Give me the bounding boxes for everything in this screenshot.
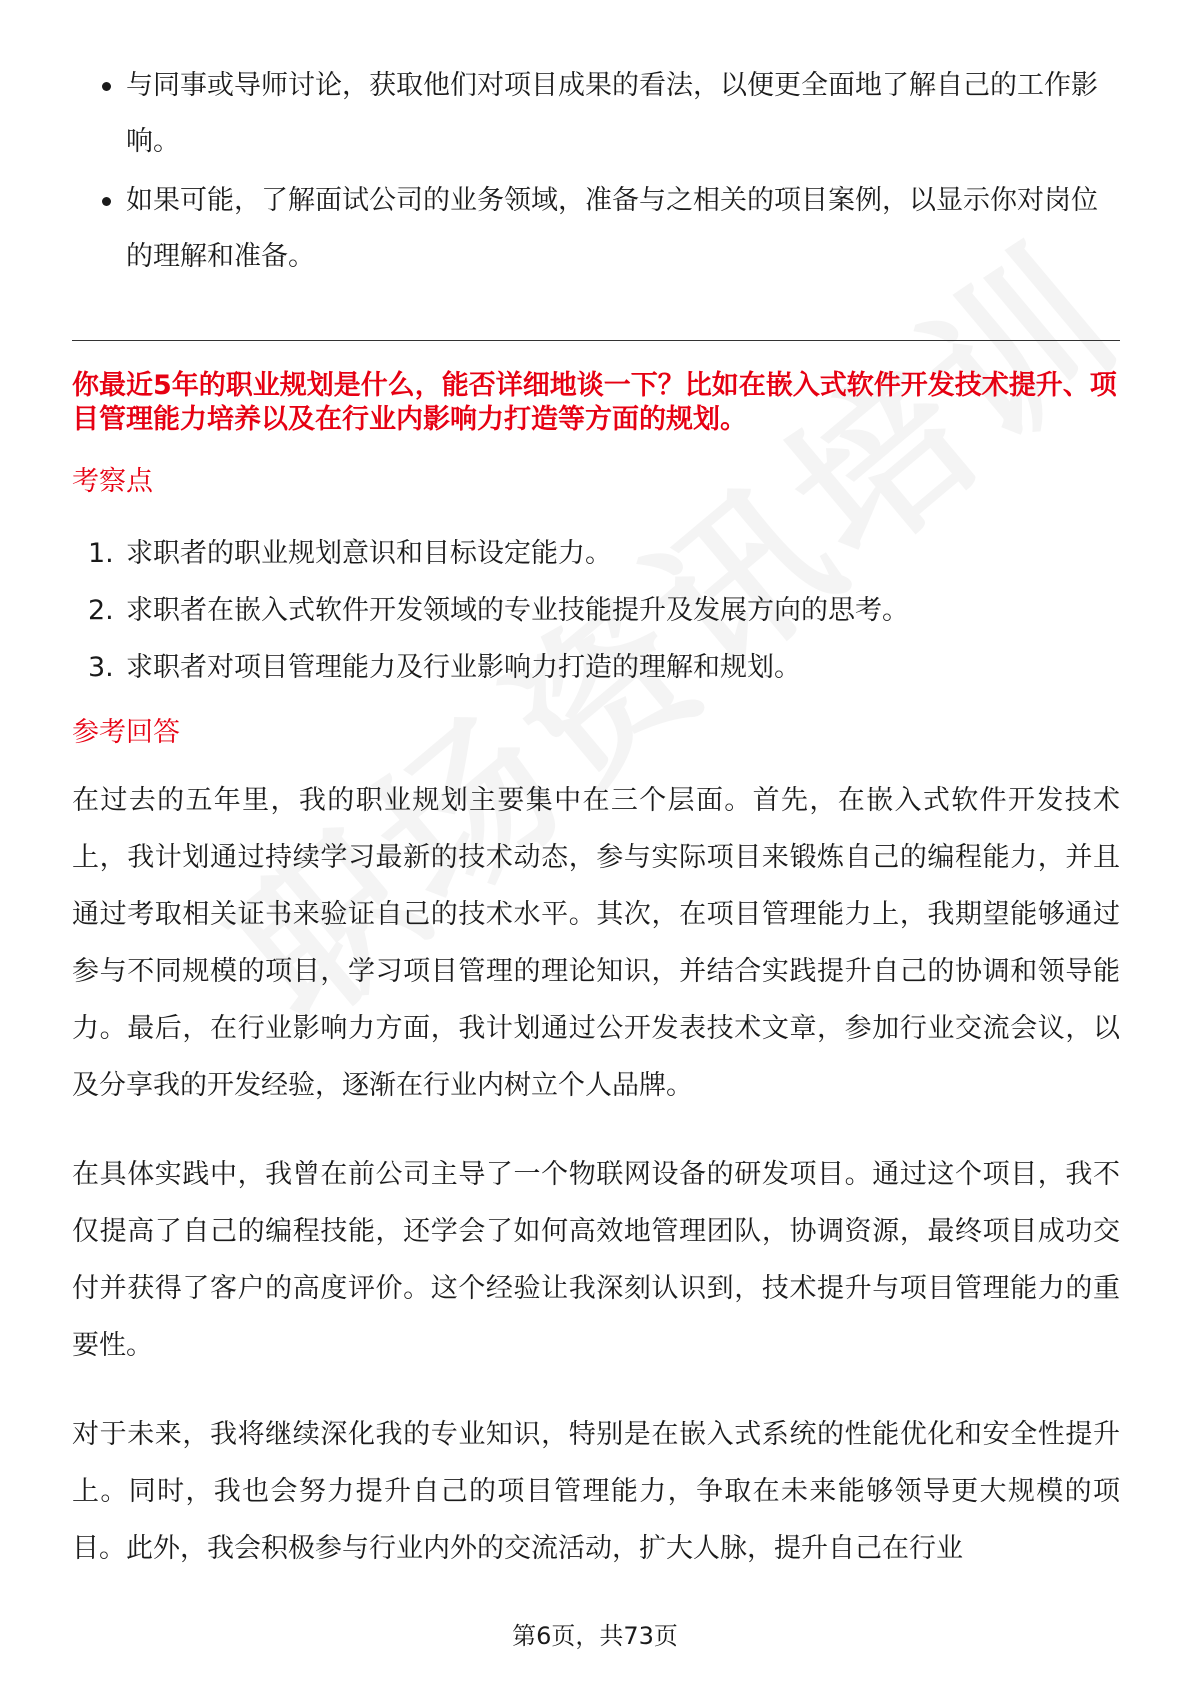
examine-item	[72, 639, 1120, 696]
bullet-item	[72, 58, 1120, 170]
examine-title: 考察点	[72, 466, 153, 497]
answer-paragraph: 对于未来，我将继续深化我的专业知识，特别是在嵌入式系统的性能优化和安全性提升上。同时，我也会努力提升自己的项目管理能力，争取在未来能够领导更大规模的项目。此外，我会积极参与行业内外的交流活动，扩大人脉，提升自己在行业	[72, 1419, 1120, 1564]
section-divider	[72, 340, 1120, 341]
question-heading: 你最近5年的职业规划是什么，能否详细地谈一下？比如在嵌入式软件开发技术提升、项目管理能力培养以及在行业内影响力打造等方面的规划。	[72, 370, 1117, 435]
bullet-item	[72, 173, 1120, 285]
page-footer: 第6页，共73页	[512, 1622, 678, 1650]
answer-paragraph: 在过去的五年里，我的职业规划主要集中在三个层面。首先，在嵌入式软件开发技术上，我计划通过持续学习最新的技术动态，参与实际项目来锻炼自己的编程能力，并且通过考取相关证书来验证自己的技术水平。其次，在项目管理能力上，我期望能够通过参与不同规模的项目，学习项目管理的理论知识，并结合实践提升自己的协调和领导能力。最后，在行业影响力方面，我计划通过公开发表技术文章，参加行业交流会议，以及分享我的开发经验，逐渐在行业内树立个人品牌。	[72, 785, 1120, 1101]
examine-item	[72, 525, 1120, 582]
answer-title: 参考回答	[72, 717, 180, 748]
examine-item	[72, 582, 1120, 639]
bullet-text: 与同事或导师讨论，获取他们对项目成果的看法，以便更全面地了解自己的工作影响。	[126, 70, 1098, 157]
item-number: 1.	[88, 538, 114, 569]
page-content	[72, 58, 1120, 1609]
answer-paragraph: 在具体实践中，我曾在前公司主导了一个物联网设备的研发项目。通过这个项目，我不仅提高了自己的编程技能，还学会了如何高效地管理团队，协调资源，最终项目成功交付并获得了客户的高度评价。这个经验让我深刻认识到，技术提升与项目管理能力的重要性。	[72, 1159, 1120, 1361]
bullet-list	[72, 58, 1120, 285]
bullet-dot-icon	[102, 197, 111, 206]
item-number: 2.	[88, 595, 114, 626]
item-text: 求职者对项目管理能力及行业影响力打造的理解和规划。	[126, 652, 801, 683]
item-number: 3.	[88, 652, 114, 683]
item-text: 求职者的职业规划意识和目标设定能力。	[126, 538, 612, 569]
examine-list	[72, 525, 1120, 696]
bullet-dot-icon	[102, 82, 111, 91]
item-text: 求职者在嵌入式软件开发领域的专业技能提升及发展方向的思考。	[126, 595, 909, 626]
bullet-text: 如果可能，了解面试公司的业务领域，准备与之相关的项目案例，以显示你对岗位的理解和准备。	[126, 185, 1098, 272]
